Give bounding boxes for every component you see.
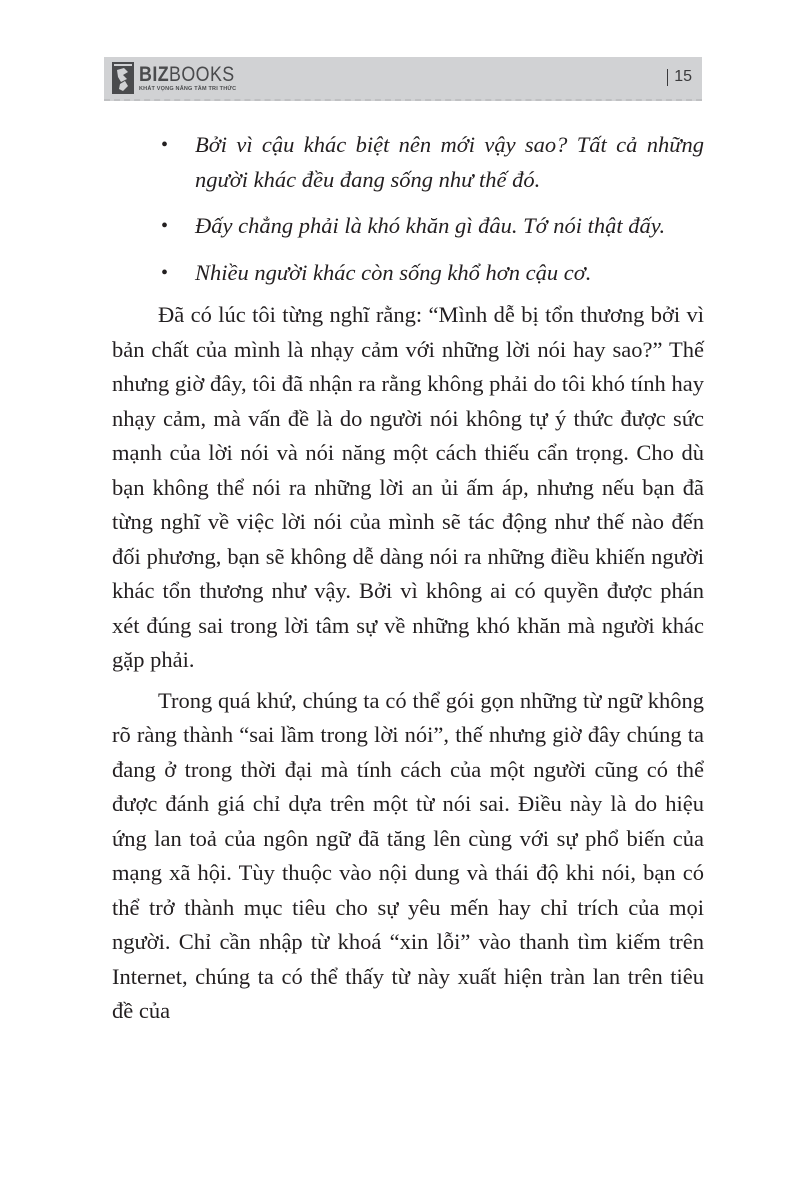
body-paragraph: Trong quá khứ, chúng ta có thể gói gọn những từ ngữ không rõ ràng thành “sai lầm trong lời nói”, thế nhưng giờ đây chúng ta đang ở trong thời đại mà tính cách của một người cũng có thể được đánh giá chỉ dựa trên một từ nói sai. Điều này là do hiệu ứng lan toả của ngôn ngữ đã tăng lên cùng với sự phổ biến của mạng xã hội. Tùy thuộc vào nội dung và thái độ khi nói, bạn có thể trở thành mục tiêu cho sự yêu mến hay chỉ trích của mọi người. Chỉ cần nhập từ khoá “xin lỗi” vào thanh tìm kiếm trên Internet, chúng ta có thể thấy từ này xuất hiện tràn lan trên tiêu đề của [112,687,704,1023]
logo-name-regular: BOOKS [169,62,235,86]
logo-name-bold: BIZ [139,62,170,86]
publisher-logo [112,60,252,96]
bullet-list [112,128,704,290]
bullet-dot-icon: • [161,261,169,284]
page-number-value: 15 [674,68,692,85]
bullet-text: Đấy chẳng phải là khó khăn gì đâu. Tớ nói thật đấy. [195,213,666,238]
page-number [667,68,692,86]
logo-wordmark [139,64,235,85]
logo-tagline: KHÁT VỌNG NÂNG TẦM TRI THỨC [139,85,237,92]
bullet-dot-icon: • [161,215,169,237]
body-paragraph: Đã có lúc tôi từng nghĩ rằng: “Mình dễ bị tổn thương bởi vì bản chất của mình là nhạy cảm với những lời nói hay sao?” Thế nhưng giờ đây, tôi đã nhận ra rằng không phải do tôi khó tính hay nhạy cảm, mà vấn đề là do người nói không tự ý thức được sức mạnh của lời nói và nói năng một cách thiếu cẩn trọng. Cho dù bạn không thể nói ra những lời an ủi ấm áp, nhưng nếu bạn đã từng nghĩ về việc lời nói của mình sẽ tác động như thế nào đến đối phương, bạn sẽ không dễ dàng nói ra những điều khiến người khác tổn thương như vậy. Bởi vì không ai có quyền được phán xét đúng sai trong lời tâm sự về những khó khăn mà người khác gặp phải. [112,302,704,672]
bullet-item [112,256,704,291]
running-header [104,57,702,101]
bullet-text: Nhiều người khác còn sống khổ hơn cậu cơ. [195,259,592,285]
bullet-dot-icon: • [161,134,169,156]
bullet-text: Bởi vì cậu khác biệt nên mới vậy sao? Tất cả những người khác đều đang sống như thế đó. [195,132,704,192]
page-number-separator [667,69,668,86]
page-body [112,128,704,1029]
bullet-item [112,128,704,197]
bizbooks-logo-icon [112,62,134,94]
bullet-item [112,209,704,244]
